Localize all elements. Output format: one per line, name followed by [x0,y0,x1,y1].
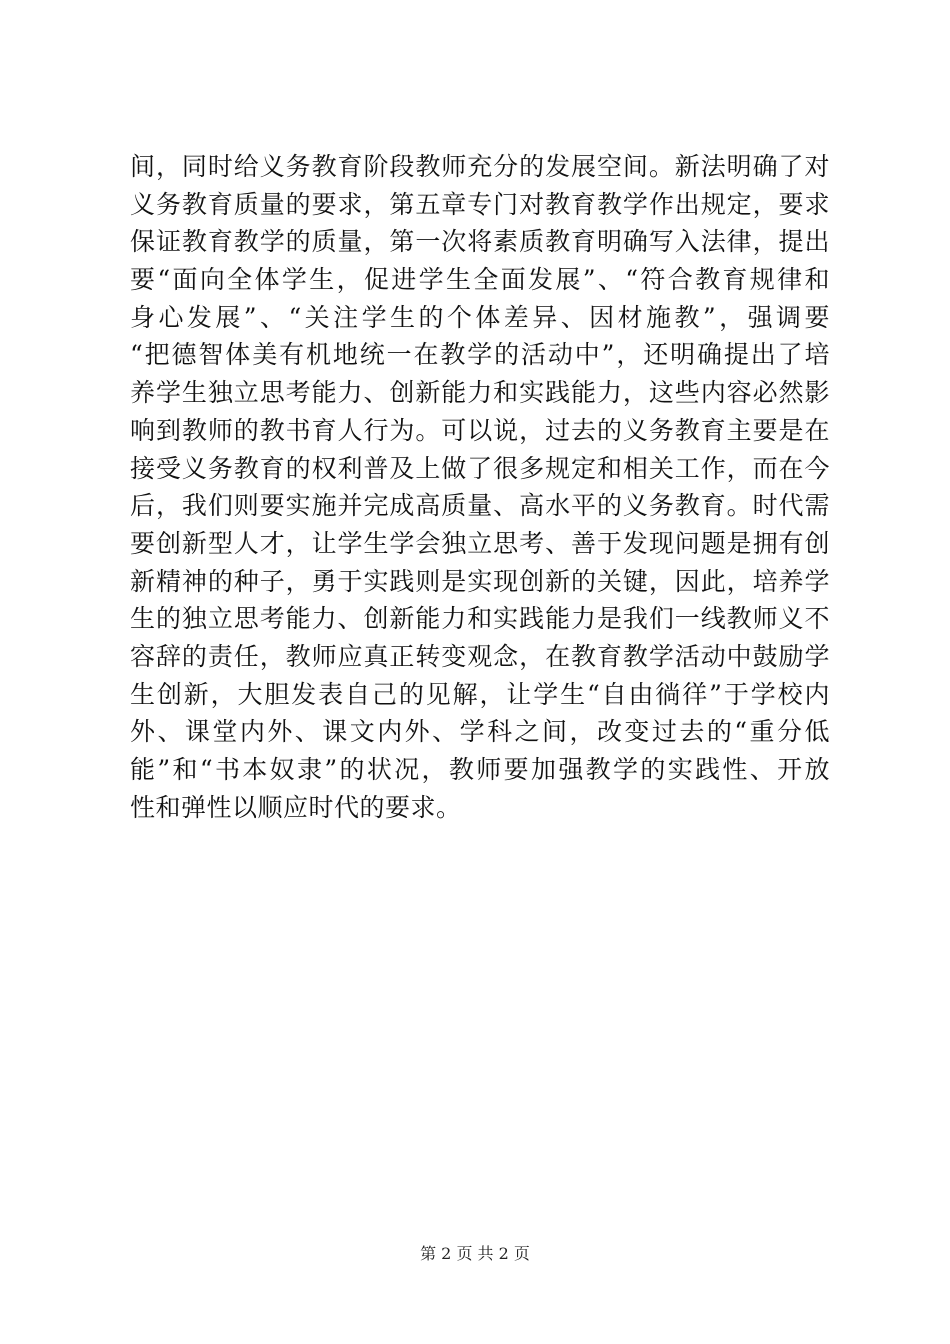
text-line: 容辞的责任，教师应真正转变观念，在教育教学活动中鼓励学 [130,641,830,671]
text-line: 生的独立思考能力、创新能力和实践能力是我们一线教师义不 [130,604,830,634]
text-line: 后，我们则要实施并完成高质量、高水平的义务教育。时代需 [130,491,830,521]
text-line: 新精神的种子，勇于实践则是实现创新的关键，因此，培养学 [130,566,830,596]
text-line: “把德智体美有机地统一在教学的活动中”，还明确提出了培 [130,340,830,370]
text-line: 要“面向全体学生，促进学生全面发展”、“符合教育规律和 [130,265,830,295]
text-line: 要创新型人才，让学生学会独立思考、善于发现问题是拥有创 [130,528,830,558]
page-footer [0,1244,950,1264]
text-line: 接受义务教育的权利普及上做了很多规定和相关工作，而在今 [130,453,830,483]
text-line: 生创新，大胆发表自己的见解，让学生“自由徜徉”于学校内 [130,679,830,709]
page-number-label: 第 2 页 共 2 页 [420,1244,530,1263]
text-line-last: 性和弹性以顺应时代的要求。 [130,792,462,822]
text-line: 外、课堂内外、课文内外、学科之间，改变过去的“重分低 [130,717,830,747]
text-line: 养学生独立思考能力、创新能力和实践能力，这些内容必然影 [130,378,830,408]
text-line: 响到教师的教书育人行为。可以说，过去的义务教育主要是在 [130,415,830,445]
text-line: 间，同时给义务教育阶段教师充分的发展空间。新法明确了对 [130,152,830,181]
text-line: 能”和“书本奴隶”的状况，教师要加强教学的实践性、开放 [130,755,830,784]
text-line: 身心发展”、“关注学生的个体差异、因材施教”，强调要 [130,302,830,332]
body-paragraph [130,148,830,826]
text-line: 保证教育教学的质量，第一次将素质教育明确写入法律，提出 [130,227,830,257]
text-line: 义务教育质量的要求，第五章专门对教育教学作出规定，要求 [130,189,830,219]
